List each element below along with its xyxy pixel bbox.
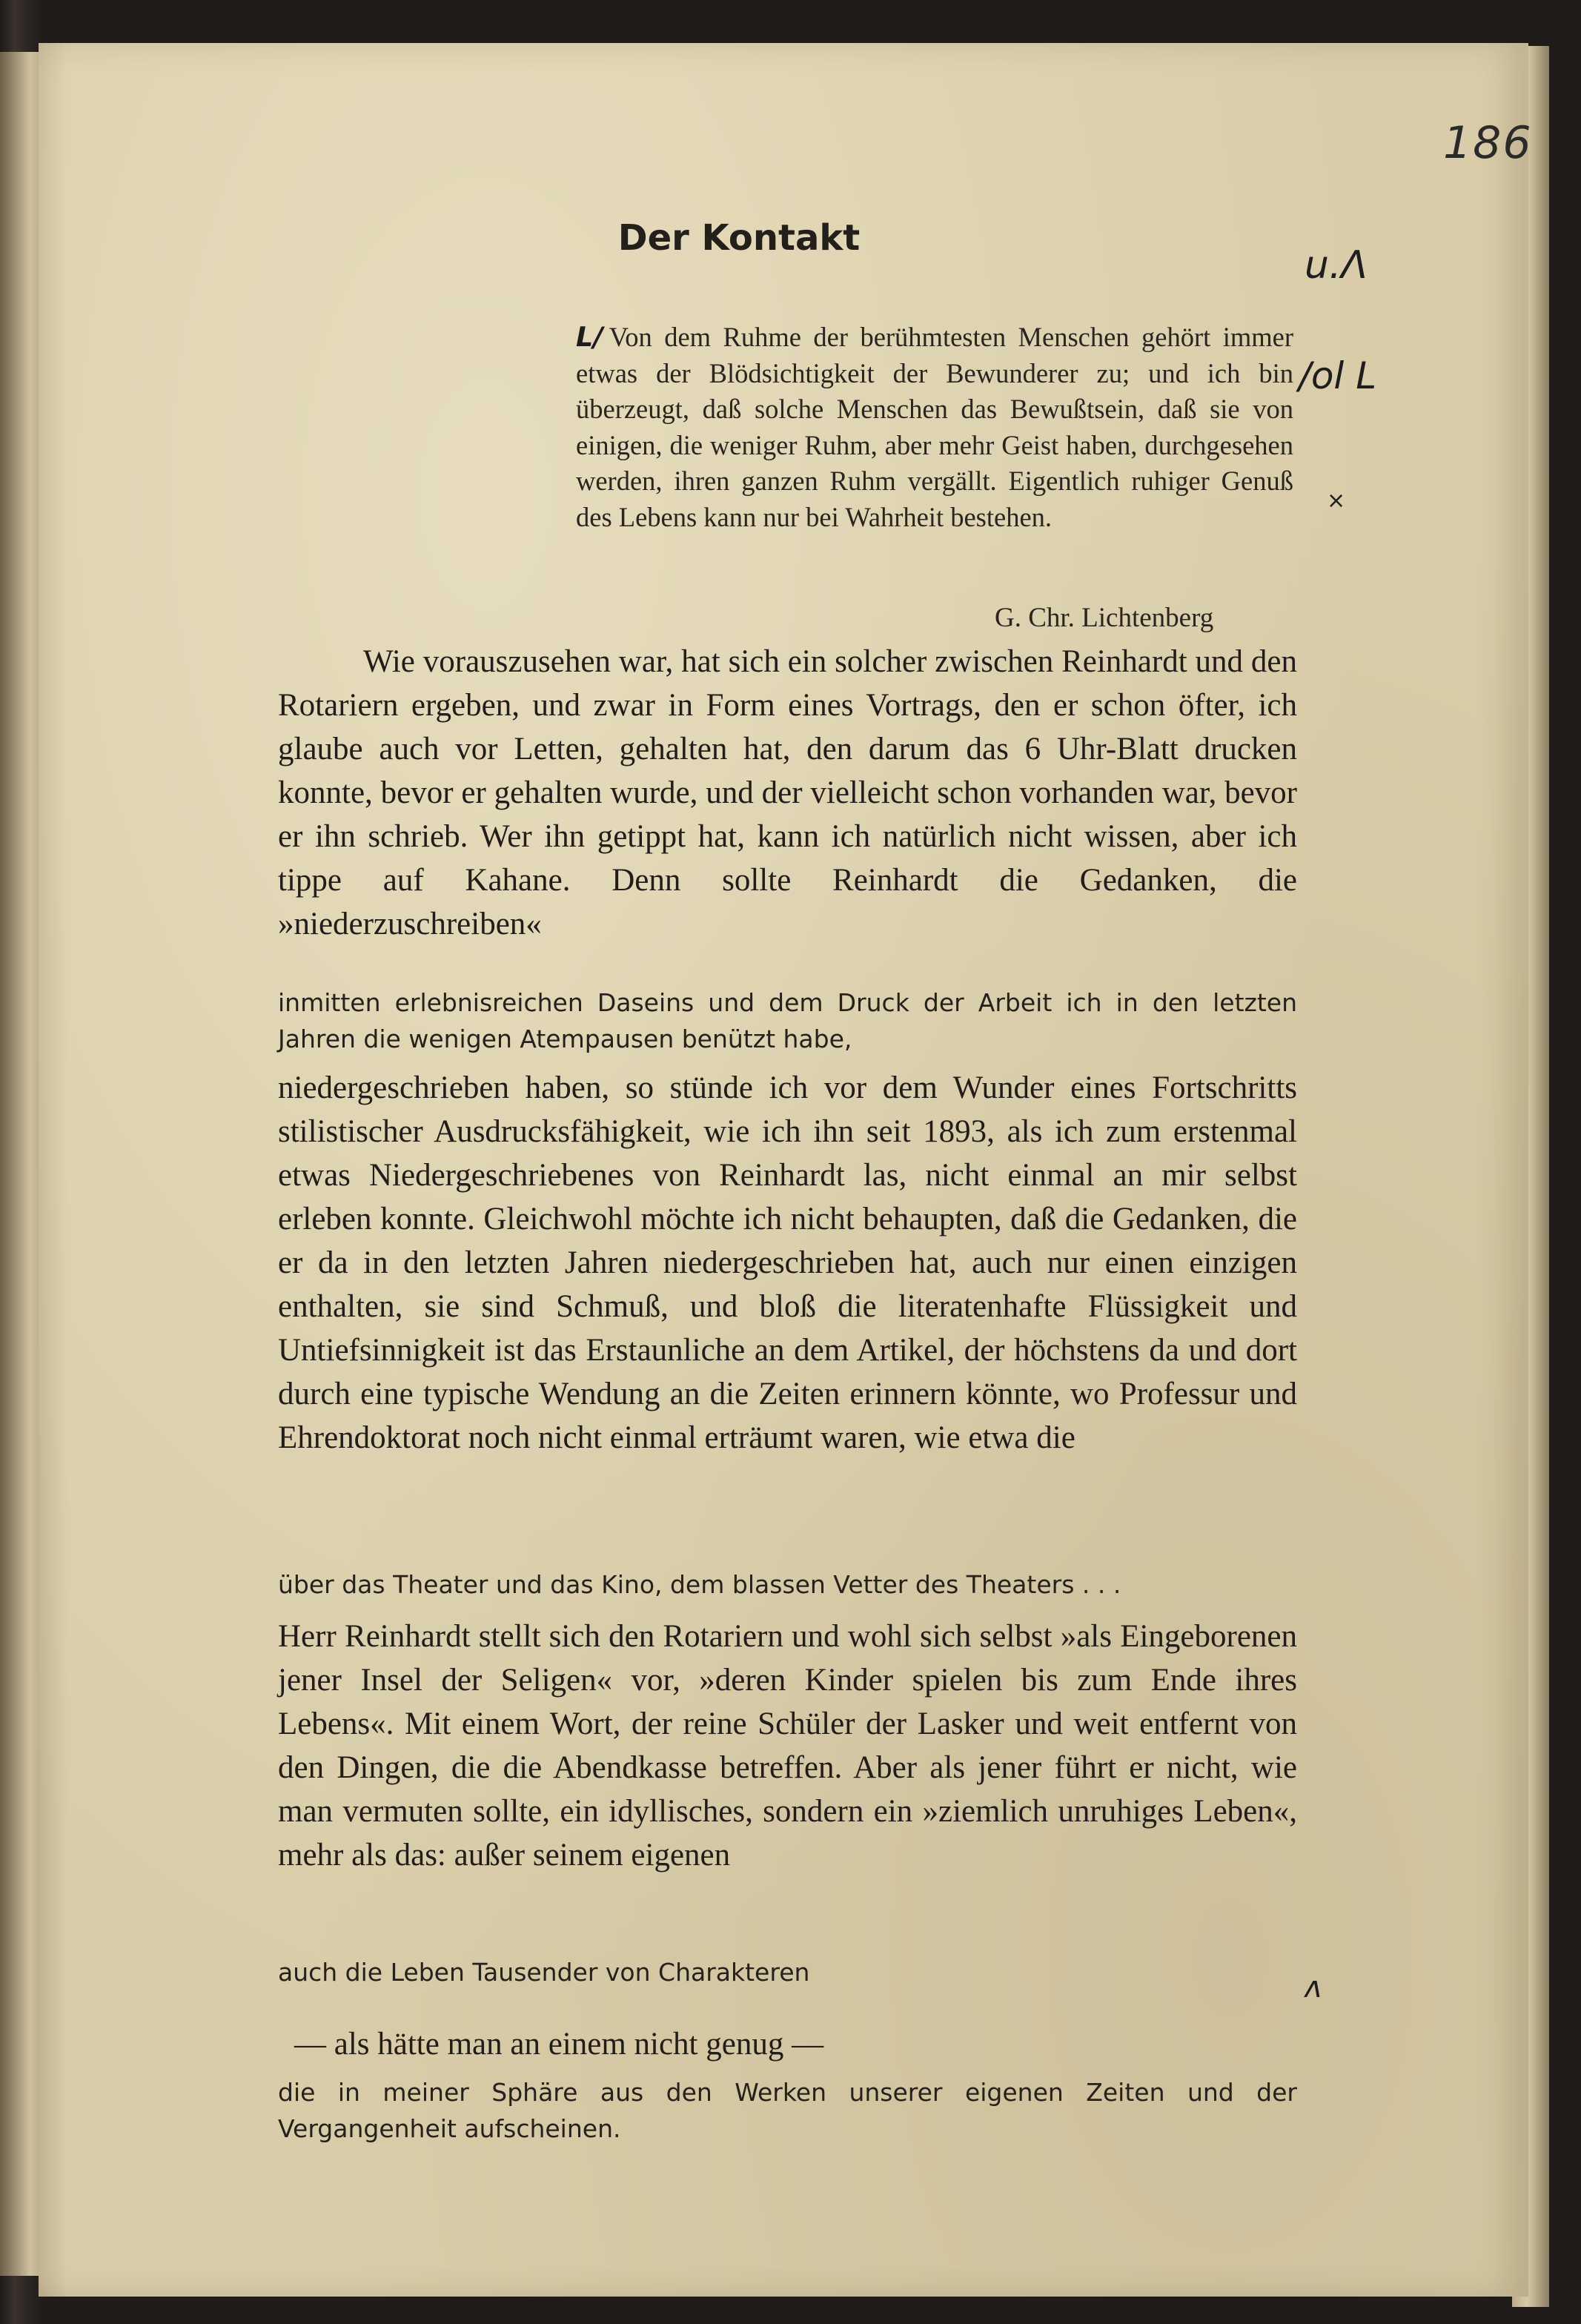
quote-2: über das Theater und das Kino, dem blassen Vetter des Theaters . . . [278,1570,1121,1599]
paragraph-1: Wie vorauszusehen war, hat sich ein solcher zwischen Reinhardt und den Rotariern ergeben, und zwar in Form eines Vortrags, den er schon öfter, ich glaube auch vor Letten, gehalten hat, den darum das 6 Uhr-Blatt drucken konnte, bevor er gehalten wurde, und der vielleicht schon vorhanden war, bevor er ihn schrieb. Wer ihn getippt hat, kann ich natürlich nicht wissen, aber ich tippe auf Kahane. Denn sollte Reinhardt die Gedanken, die »niederzuschreiben« [278,644,1297,941]
epigraph-text: Von dem Ruhme der berühmtesten Menschen gehört immer etwas der Blödsichtigkeit der Bewunderer zu; und ich bin überzeugt, daß solche Menschen das Bewußtsein, daß sie von einigen, die weniger Ruhm, aber mehr Geist haben, durchgesehen werden, ihren ganzen Ruhm vergällt. Eigentlich ruhiger Genuß des Lebens kann nur bei Wahrheit bestehen. [576,322,1293,532]
previous-page-edge [0,52,43,2276]
quote-3: auch die Leben Tausender von Charakteren [278,1958,810,1987]
quote-1: inmitten erlebnisreichen Daseins und dem Druck der Arbeit ich in den letzten Jahren die wenigen Atempausen benützt habe, [278,988,1297,1053]
handwritten-annotation-4: ʌ [1305,1970,1322,2004]
handwritten-annotation-1: u.Λ [1305,243,1368,288]
handwritten-annotation-3: × [1327,488,1346,514]
quote-4: die in meiner Sphäre aus den Werken unserer eigenen Zeiten und der Vergangenheit aufscheinen. [278,2078,1297,2143]
book-page [39,43,1533,2297]
paragraph-2: niedergeschrieben haben, so stünde ich vor dem Wunder eines Fortschritts stilistischer Ausdrucksfähigkeit, wie ich ihn seit 1893, als ich zum erstenmal etwas Niedergeschriebenes von Reinhardt las, nicht einmal an mir selbst erleben konnte. Gleichwohl möchte ich nicht behaupten, daß die Gedanken, die er da in den letzten Jahren niedergeschrieben hat, auch nur einen einzigen enthalten, sie sind Schmuß, und bloß die literatenhafte Flüssigkeit und Untiefsinnigkeit ist das Erstaunliche an dem Artikel, der höchstens da und dort durch eine typische Wendung an die Zeiten erinnern könnte, wo Professur und Ehrendoktorat noch nicht einmal erträumt waren, wie etwa die [278,1070,1297,1455]
epigraph [576,320,1293,535]
page-number: 186 [1443,117,1533,169]
dash-interjection: — als hätte man an einem nicht genug — [294,2027,824,2062]
editor-mark: L/ [576,321,603,353]
epigraph-author: G. Chr. Lichtenberg [995,603,1214,633]
chapter-title: Der Kontakt [617,217,861,259]
handwritten-annotation-2: /ol L [1299,354,1377,397]
paragraph-3: Herr Reinhardt stellt sich den Rotariern und wohl sich selbst »als Eingeborenen jener Insel der Seligen« vor, »deren Kinder spielen bis zum Ende ihres Lebens«. Mit einem Wort, der reine Schüler der Lasker und weit entfernt von den Dingen, die die Abendkasse betreffen. Aber als jener führt er nicht, wie man vermuten sollte, ein idyllisches, sondern ein »ziemlich unruhiges Leben«, mehr als das: außer seinem eigenen [278,1619,1297,1873]
